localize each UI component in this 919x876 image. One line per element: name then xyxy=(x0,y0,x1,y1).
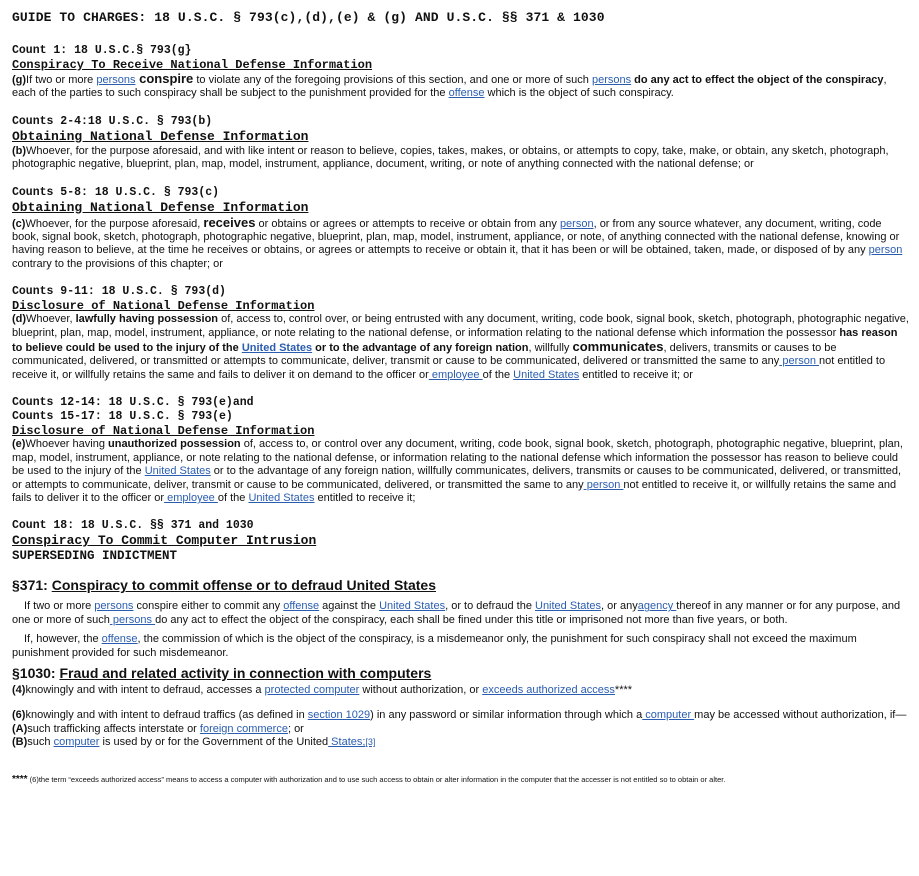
persons-link[interactable]: persons xyxy=(109,613,156,626)
count-heading: Counts 5-8: 18 U.S.C. § 793(c) xyxy=(12,185,220,199)
count-18-section xyxy=(12,519,909,564)
section-symbol: §371: xyxy=(12,577,52,594)
text-run: of the xyxy=(482,368,514,381)
emphasis-text: conspire xyxy=(135,71,194,86)
text-run: knowingly and with intent to defraud, accesses a xyxy=(25,683,265,696)
subsection-label: (c) xyxy=(12,217,26,230)
count-title: Obtaining National Defense Information xyxy=(12,199,309,215)
counts-12-17-section xyxy=(12,396,909,505)
emphasis-text: has reason to believe could be used to the injury of the xyxy=(12,326,898,355)
statute-text xyxy=(12,216,909,272)
count-heading: Counts 2-4:18 U.S.C. § 793(b) xyxy=(12,114,213,128)
count-1-section xyxy=(12,44,909,101)
united-states-link[interactable]: United States xyxy=(535,600,602,613)
text-run: , delivers, transmits or causes to be communicated, delivered, or transmitted or attempts to communicate, deliver, transmit or cause to be communicated, delivered or transmitted the same to any xyxy=(12,342,837,368)
section-1029-link[interactable]: section 1029 xyxy=(307,709,371,722)
united-states-link[interactable]: United States xyxy=(144,465,211,478)
text-run: not entitled to receive it, or willfully retains the same and fails to deliver it on demand to the officer or xyxy=(12,355,886,381)
subsection-label: (g) xyxy=(12,74,27,86)
text-run: against the xyxy=(319,600,380,613)
text-run: ; or xyxy=(287,722,304,735)
text-run: not entitled to receive it, or willfully retains the same and fails to deliver it to the officer or xyxy=(12,478,897,504)
statute-paragraph xyxy=(12,709,909,722)
foreign-commerce-link[interactable]: foreign commerce xyxy=(199,722,288,735)
footnote-marker: **** xyxy=(12,773,28,785)
emphasis-text: unauthorized possession xyxy=(108,438,241,451)
united-states-link[interactable]: United States xyxy=(379,600,446,613)
persons-link[interactable]: persons xyxy=(96,74,136,86)
emphasis-text: or to the advantage of any foreign nation xyxy=(312,342,529,355)
section-heading-text: Conspiracy to commit offense or to defraud United States xyxy=(51,577,436,594)
offense-link[interactable]: offense xyxy=(448,87,485,100)
united-states-link[interactable]: United States xyxy=(248,491,315,504)
statute-text xyxy=(12,313,909,382)
text-run: which is the object of such conspiracy. xyxy=(484,87,674,100)
text-run: may be accessed without authorization, if— xyxy=(694,709,907,722)
section-371-heading xyxy=(12,576,909,594)
text-run: , or from any source whatever, any document, writing, code book, signal book, sketch, photograph, photographic negative, blueprint, plan, map, model, instrument, appliance, or note, of anything connected with the national defense, knowing or having reason to believe, at the time he receives or obtains, or agrees or attempts to receive or obtain it, that it has been or will be obtained, taken, made, or disposed of by any xyxy=(12,217,900,257)
subsection-label: (A) xyxy=(12,722,28,735)
offense-link[interactable]: offense xyxy=(283,600,320,613)
text-run: If two or more xyxy=(26,74,97,86)
footnote-text: (6)the term “exceeds authorized access” means to access a computer with authorization and to use such access to obtain or alter information in the computer that the accesser is not entitled so to obtain or alter. xyxy=(27,774,726,784)
count-title: Obtaining National Defense Information xyxy=(12,128,309,144)
text-run: entitled to receive it; xyxy=(314,491,416,504)
section-1030 xyxy=(12,664,909,750)
text-run: If two or more xyxy=(24,600,95,613)
states-link[interactable]: States; xyxy=(328,736,366,749)
person-link[interactable]: person xyxy=(559,217,594,230)
section-371 xyxy=(12,576,909,660)
subsection-label: (6) xyxy=(12,709,26,722)
text-run: or obtains or agrees or attempts to receive or obtain from any xyxy=(255,217,560,230)
count-title: Conspiracy To Commit Computer Intrusion xyxy=(12,533,317,549)
count-title: Disclosure of National Defense Information xyxy=(12,424,315,439)
text-run: Whoever, for the purpose aforesaid, and with like intent or reason to believe, copies, takes, makes, or obtains, or attempts to copy, take, make, or obtain, any sketch, photograph, photographic negative, blueprint, plan, map, model, instrument, appliance, document, writing, or note of anything connected with the national defense; or xyxy=(12,144,889,171)
count-title: Disclosure of National Defense Information xyxy=(12,299,315,314)
offense-link[interactable]: offense xyxy=(101,633,138,646)
section-symbol: §1030: xyxy=(12,664,60,681)
statute-clause xyxy=(12,723,909,736)
count-title: Conspiracy To Receive National Defense Information xyxy=(12,58,373,72)
text-run: do any act to effect the object of the conspiracy, each shall be fined under this title or imprisoned not more than five years, or both. xyxy=(155,613,788,626)
emphasis-text: do any act to effect the object of the conspiracy xyxy=(631,74,884,86)
subsection-label: (4) xyxy=(12,683,26,696)
statute-paragraph xyxy=(12,600,909,627)
footnote-marker: **** xyxy=(614,683,633,696)
text-run: contrary to the provisions of this chapter; or xyxy=(12,257,223,270)
subsection-label: (b) xyxy=(12,144,27,157)
text-run: of, access to, control over, or being entrusted with any document, writing, code book, signal book, sketch, photograph, photographic negative, blueprint, plan, map, model, instrument, appliance, or note relating to the national defense, or information relating to the national defense which information the possessor xyxy=(12,313,909,339)
text-run: or to the advantage of any foreign nation, willfully communicates, delivers, transmits or causes to be communicated, delivered, or transmitted, or attempts to communicate, deliver, transmit or cause to be communicated, delivered, or transmitted the same to any xyxy=(12,465,902,491)
count-heading: Counts 9-11: 18 U.S.C. § 793(d) xyxy=(12,285,226,299)
text-run: , willfully xyxy=(528,342,573,355)
subsection-label: (e) xyxy=(12,438,26,451)
emphasis-text: lawfully having possession xyxy=(75,313,219,326)
section-1030-heading xyxy=(12,664,909,682)
count-heading: Count 1: 18 U.S.C.§ 793(g} xyxy=(12,44,192,57)
superseding-label: SUPERSEDING INDICTMENT xyxy=(12,549,178,564)
text-run: such trafficking affects interstate or xyxy=(27,722,200,735)
count-heading: Count 18: 18 U.S.C. §§ 371 and 1030 xyxy=(12,519,254,533)
statute-text xyxy=(12,145,909,172)
text-run: entitled to receive it; or xyxy=(579,368,693,381)
text-run: , each of the parties to such conspiracy shall be subject to the punishment provided for the xyxy=(12,74,887,100)
text-run: If, however, the xyxy=(24,633,102,646)
persons-link[interactable]: persons xyxy=(591,74,632,86)
text-run: Whoever having xyxy=(25,438,108,451)
united-states-link[interactable]: United States xyxy=(241,342,313,355)
count-heading: Counts 12-14: 18 U.S.C. § 793(e)and xyxy=(12,396,254,410)
text-run: , or any xyxy=(601,600,638,613)
reference-link[interactable]: [3] xyxy=(365,737,376,748)
counts-2-4-section xyxy=(12,115,909,172)
counts-5-8-section xyxy=(12,186,909,272)
employee-link[interactable]: employee xyxy=(428,368,483,381)
text-run: Whoever, xyxy=(26,313,76,326)
text-run: conspire either to commit any xyxy=(133,600,284,613)
emphasis-text: receives xyxy=(203,214,256,230)
person-link[interactable]: person xyxy=(868,244,903,257)
exceeds-authorized-access-link[interactable]: exceeds authorized access xyxy=(482,683,615,696)
counts-9-11-section xyxy=(12,285,909,382)
section-heading-text: Fraud and related activity in connection with computers xyxy=(59,664,432,681)
person-link[interactable]: person xyxy=(583,478,624,491)
text-run: thereof in any manner or for any purpose, and one or more of such xyxy=(12,600,901,626)
statute-clause xyxy=(12,736,909,749)
text-run: knowingly and with intent to defraud traffics (as defined in xyxy=(25,709,308,722)
statute-paragraph xyxy=(12,633,909,660)
footnote xyxy=(12,774,909,785)
statute-paragraph xyxy=(12,684,909,697)
persons-link[interactable]: persons xyxy=(94,600,134,613)
statute-text xyxy=(12,438,909,505)
emphasis-text: communicates xyxy=(572,339,664,355)
text-run: of the xyxy=(217,491,249,504)
text-run: , or to defraud the xyxy=(445,600,535,613)
computer-link[interactable]: computer xyxy=(642,709,695,722)
text-run: Whoever, for the purpose aforesaid, xyxy=(25,217,204,230)
text-run: , the commission of which is the object of the conspiracy, is a misdemeanor only, the punishment for such conspiracy shall not exceed the maximum punishment provided for such misdemeanor. xyxy=(12,633,857,659)
count-heading: Counts 15-17: 18 U.S.C. § 793(e) xyxy=(12,410,233,424)
agency-link[interactable]: agency xyxy=(637,600,677,613)
text-run: without authorization, or xyxy=(359,683,483,696)
protected-computer-link[interactable]: protected computer xyxy=(264,683,360,696)
text-run: ) in any password or similar information through which a xyxy=(370,709,643,722)
united-states-link[interactable]: United States xyxy=(513,368,580,381)
page-title: GUIDE TO CHARGES: 18 U.S.C. § 793(c),(d),(e) & (g) AND U.S.C. §§ 371 & 1030 xyxy=(12,10,605,25)
person-link[interactable]: person xyxy=(779,355,820,368)
text-run: such xyxy=(27,736,54,749)
text-run: of, access to, or control over any document, writing, code book, signal book, sketch, photograph, photographic negative, blueprint, plan, map, model, instrument, appliance, or note relating to the national defense, or information relating to the national defense which information the possessor has reason to believe could be used to the injury of the xyxy=(12,438,903,478)
subsection-label: (d) xyxy=(12,313,27,326)
subsection-label: (B) xyxy=(12,736,28,749)
computer-link[interactable]: computer xyxy=(53,736,100,749)
text-run: to violate any of the foregoing provisions of this section, and one or more of such xyxy=(193,74,592,86)
text-run: is used by or for the Government of the United xyxy=(99,736,329,749)
statute-text xyxy=(12,72,909,101)
employee-link[interactable]: employee xyxy=(164,491,218,504)
